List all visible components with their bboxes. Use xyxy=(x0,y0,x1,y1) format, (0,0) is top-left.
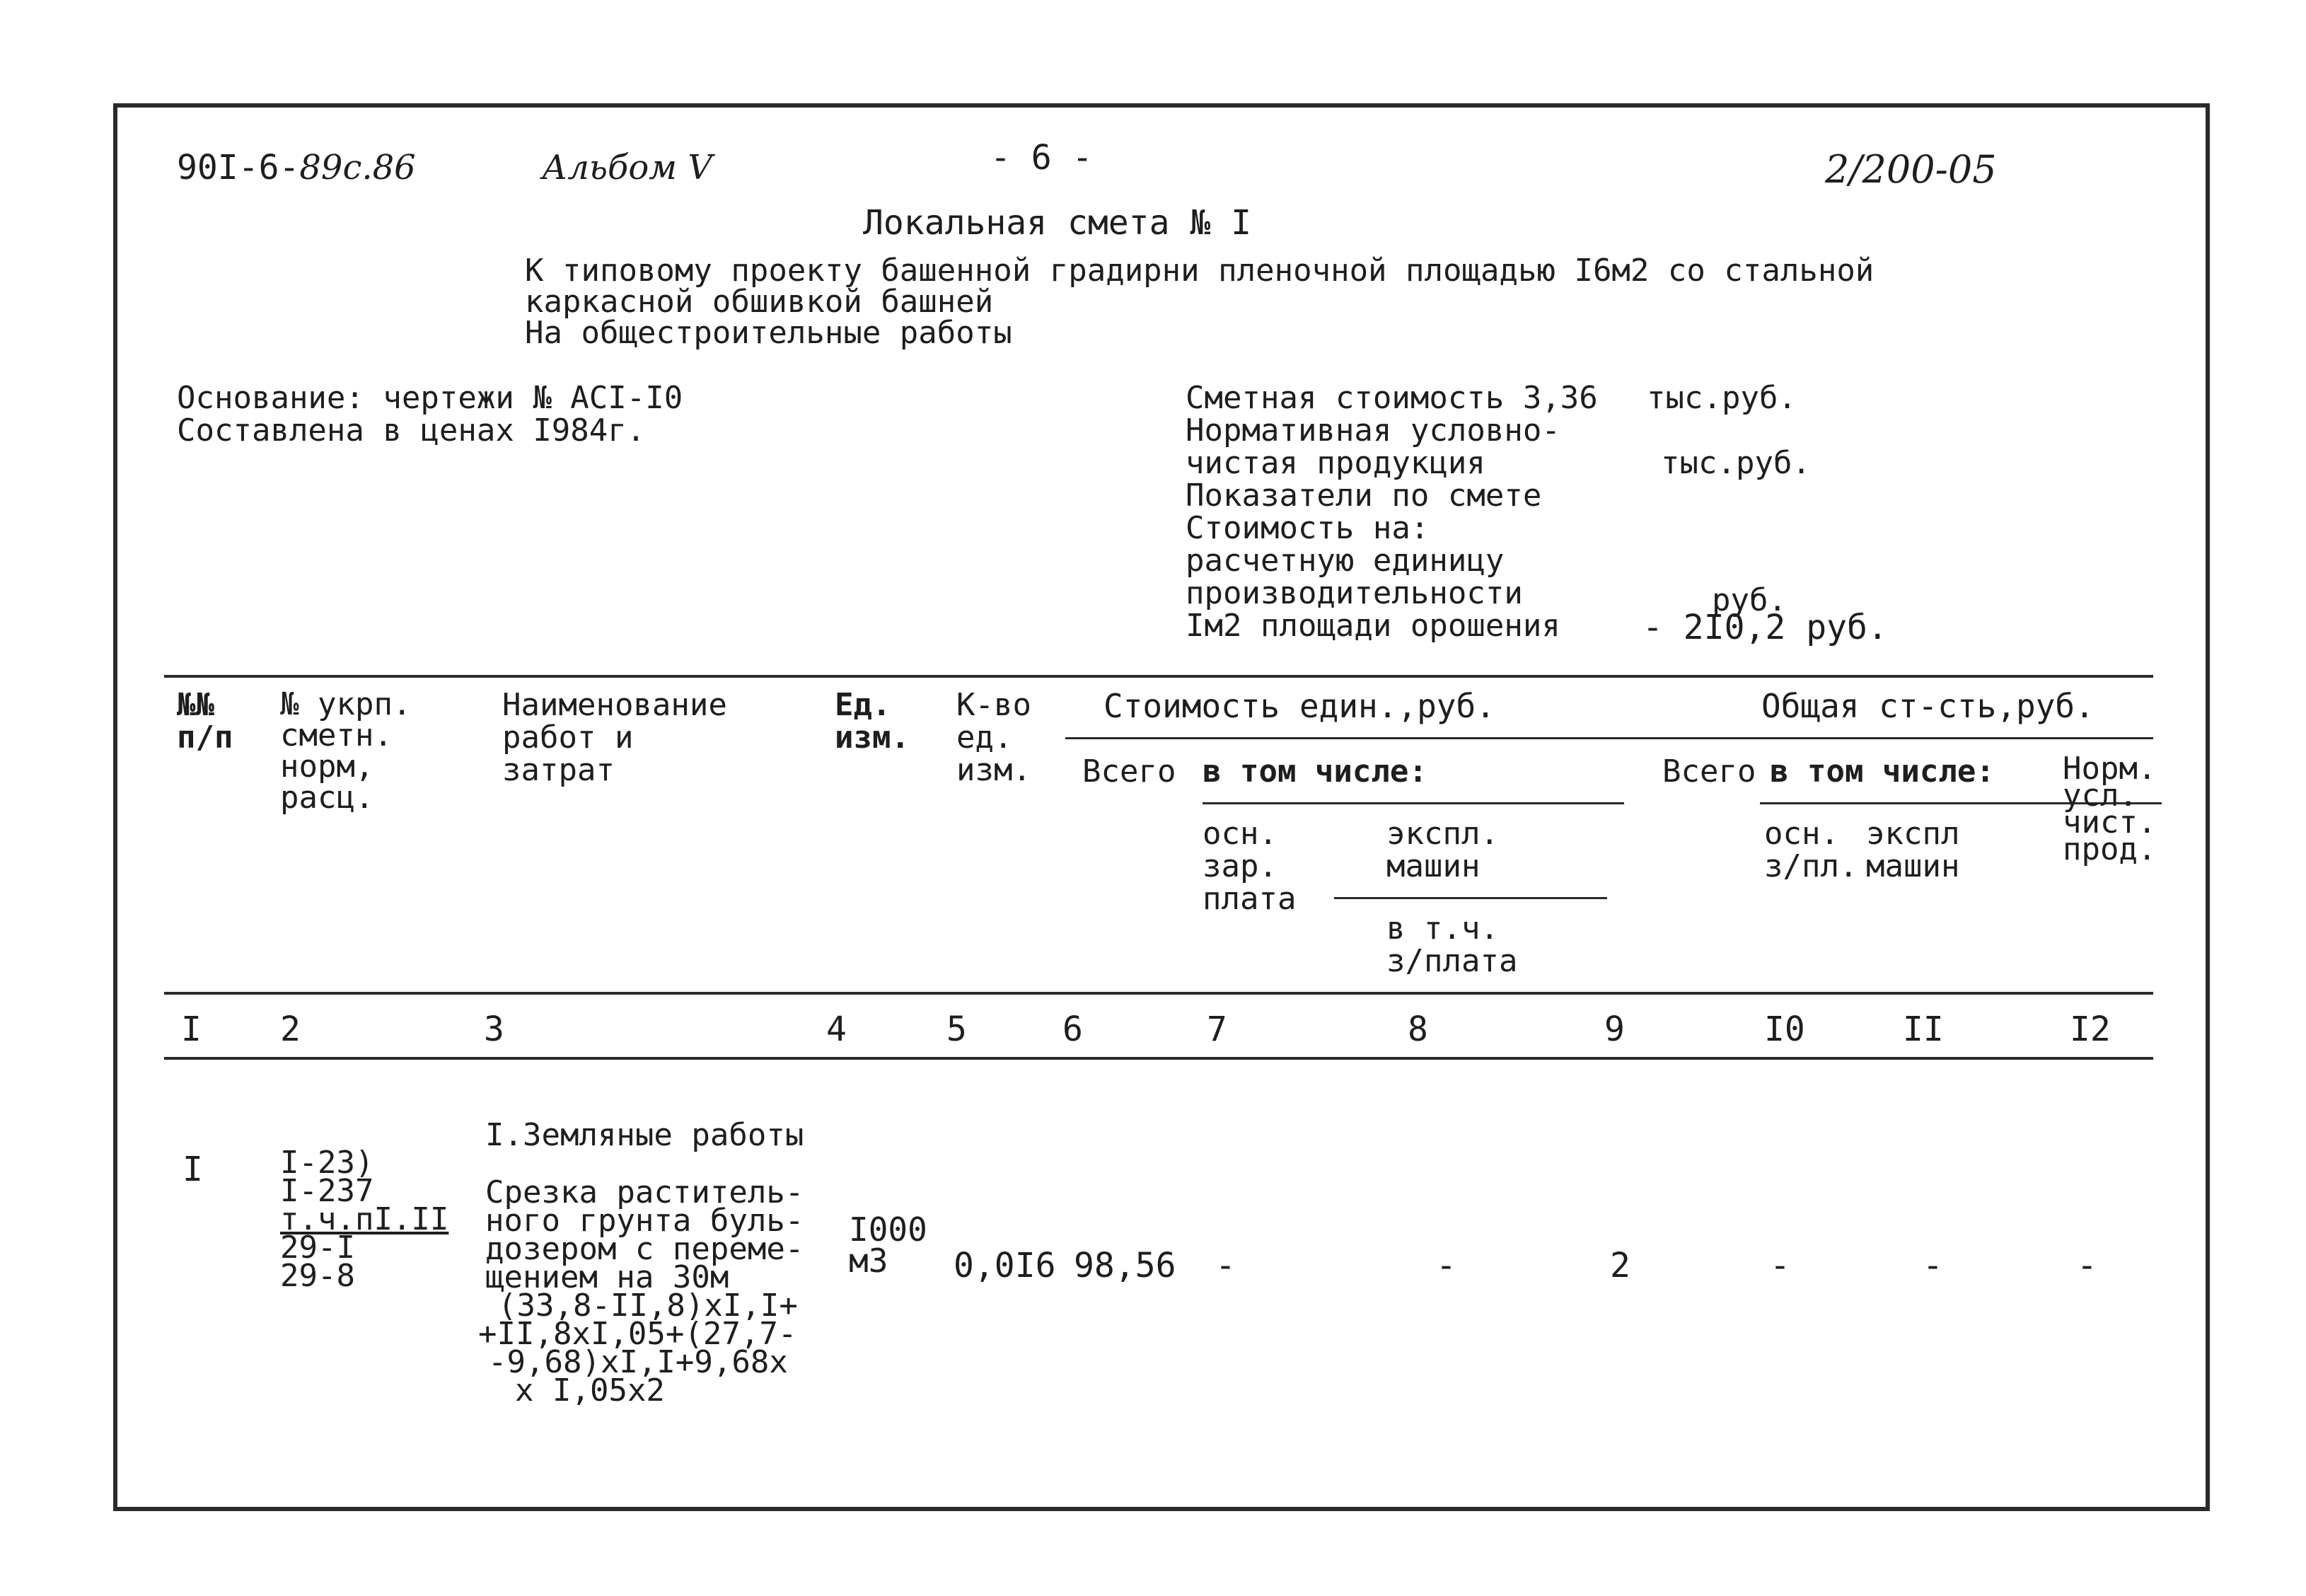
total-ekspl-header xyxy=(1866,818,1959,883)
project-description-line1: К типовому проекту башенной градирни пленочной площадью I6м2 со стальной xyxy=(525,253,1875,289)
sheet-frame xyxy=(113,103,2210,1511)
col4-header-l2: изм. xyxy=(835,719,910,756)
irrigation-area-value: - 2I0,2 руб. xyxy=(1642,608,1888,647)
col-number-1: I xyxy=(181,1010,202,1049)
row-volume-formula xyxy=(478,1288,798,1409)
col2-header-l2: сметн. xyxy=(280,717,393,753)
col5-header-l1: К-во xyxy=(956,687,1031,723)
norm-ref: т.ч.пI.II xyxy=(280,1201,449,1237)
col2-header xyxy=(280,686,412,816)
doc-code xyxy=(177,150,416,185)
unit-ekspl-l2: машин xyxy=(1386,848,1481,884)
unit-cost-group-header: Стоимость един.,руб. xyxy=(1103,687,1495,725)
row-total-ekspl: - xyxy=(1923,1246,1943,1285)
formula-line: (33,8-II,8)xI,I+ xyxy=(498,1288,798,1324)
row-total-norm: - xyxy=(2077,1246,2097,1285)
col-number-2: 2 xyxy=(280,1010,301,1049)
row-unit xyxy=(849,1210,927,1280)
norm-ref: 29-8 xyxy=(280,1258,355,1294)
formula-line: -9,68)xI,I+9,68x xyxy=(488,1344,788,1380)
irrigation-area-label: Iм2 площади орошения xyxy=(1186,608,1560,644)
col3-header-l2: работ и xyxy=(502,719,634,756)
total-norm-header xyxy=(2063,751,2157,867)
section-heading: I.Земляные работы xyxy=(485,1117,804,1153)
calc-unit-label: расчетную единицу xyxy=(1186,543,1505,579)
work-type: На общестроительные работы xyxy=(525,315,1012,351)
col1-header xyxy=(177,689,233,754)
unit-ekspl-sub-header xyxy=(1386,910,1518,979)
total-norm-l2: усл. xyxy=(2063,777,2138,814)
norm-ref: I-237 xyxy=(280,1173,374,1209)
project-description-line2: каркасной обшивкой башней xyxy=(525,284,994,320)
total-osn-l2: з/пл. xyxy=(1764,848,1858,884)
archive-number: 2/200-05 xyxy=(1825,147,1997,192)
page-number: - 6 - xyxy=(990,138,1093,178)
table-top-rule xyxy=(164,675,2153,678)
col2-header-l4: расц. xyxy=(280,780,374,816)
total-cost-group-header: Общая ст-сть,руб. xyxy=(1761,687,2094,725)
col-number-5: 5 xyxy=(946,1010,967,1049)
unit-incl-header: в том числе: xyxy=(1203,753,1427,790)
col-number-10: I0 xyxy=(1764,1010,1805,1049)
total-osn-l1: осн. xyxy=(1764,816,1839,852)
row-col9-value: 2 xyxy=(1610,1246,1630,1285)
estimated-cost-unit: тыс.руб. xyxy=(1647,380,1797,416)
total-norm-l4: прод. xyxy=(2063,831,2157,867)
unit-ekspl-l1: экспл. xyxy=(1386,816,1499,852)
productivity-label: производительности xyxy=(1186,575,1523,611)
unit-incl-rule xyxy=(1203,802,1624,804)
col3-header xyxy=(502,689,727,787)
unit-line: м3 xyxy=(849,1242,888,1280)
work-name-line: щением на 30м xyxy=(485,1259,729,1295)
unit-osn-l2: зар. xyxy=(1203,848,1277,884)
basis-drawings: Основание: чертежи № АСI-I0 xyxy=(177,380,683,416)
productivity-unit: руб. xyxy=(1712,582,1787,618)
row-unit-price-osn: - xyxy=(1215,1246,1236,1285)
row-work-name xyxy=(485,1174,804,1295)
unit-ekspl-sub-l2: з/плата xyxy=(1386,943,1518,979)
col2-header-l3: норм, xyxy=(280,748,374,785)
total-all-header: Всего xyxy=(1662,753,1756,790)
doc-code-printed: 90I-6- xyxy=(177,148,300,187)
clean-product-label: чистая продукция xyxy=(1186,445,1485,481)
cost-per-label: Стоимость на: xyxy=(1186,510,1430,546)
unit-ekspl-sub-l1: в т.ч. xyxy=(1386,910,1499,947)
basis-prices: Составлена в ценах I984г. xyxy=(177,412,646,449)
unit-line: I000 xyxy=(849,1210,927,1249)
row-number: I xyxy=(182,1150,203,1189)
col-number-11: II xyxy=(1903,1010,1944,1049)
unit-osn-header xyxy=(1203,818,1296,915)
unit-osn-l3: плата xyxy=(1203,881,1297,917)
total-incl-header: в том числе: xyxy=(1770,753,1995,790)
work-name-line: ного грунта буль- xyxy=(485,1203,804,1239)
col1-header-l1: №№ xyxy=(177,687,214,723)
work-name-line: дозером с переме- xyxy=(485,1231,804,1267)
formula-line: x I,05x2 xyxy=(515,1372,665,1409)
col4-header xyxy=(835,689,910,754)
norm-ref: 29-I xyxy=(280,1230,355,1266)
col4-header-l1: Ед. xyxy=(835,687,891,723)
work-name-line: Срезка раститель- xyxy=(485,1174,804,1210)
col-number-3: 3 xyxy=(484,1010,504,1049)
col-number-6: 6 xyxy=(1062,1010,1083,1049)
formula-line: +II,8xI,05+(27,7- xyxy=(478,1316,797,1352)
norm-ref: I-23) xyxy=(280,1145,374,1181)
unit-all-header: Всего xyxy=(1082,753,1176,790)
total-norm-l1: Норм. xyxy=(2063,751,2157,787)
row-quantity: 0,0I6 xyxy=(954,1246,1056,1285)
col-number-9: 9 xyxy=(1604,1010,1625,1049)
col5-header-l2: ед. xyxy=(956,719,1013,756)
col-number-8: 8 xyxy=(1408,1010,1428,1049)
col-number-7: 7 xyxy=(1207,1010,1227,1049)
col5-header xyxy=(956,689,1031,787)
total-norm-l3: чист. xyxy=(2063,804,2157,840)
estimated-cost: Сметная стоимость 3,36 xyxy=(1186,380,1598,416)
unit-osn-l1: осн. xyxy=(1203,816,1277,852)
column-numbers-rule xyxy=(164,1057,2153,1060)
col-number-4: 4 xyxy=(826,1010,847,1049)
normative-product-label: Нормативная условно- xyxy=(1186,412,1560,449)
header-bottom-rule xyxy=(164,992,2153,995)
total-ekspl-l1: экспл xyxy=(1866,816,1960,852)
ekspl-sub-rule xyxy=(1334,897,1607,899)
group-rule xyxy=(1065,737,2153,739)
col3-header-l1: Наименование xyxy=(502,687,727,723)
col5-header-l3: изм. xyxy=(956,752,1031,788)
total-osn-header xyxy=(1764,818,1858,883)
indicators-label: Показатели по смете xyxy=(1186,478,1542,514)
doc-code-handwritten: 89c.86 xyxy=(299,148,416,187)
unit-ekspl-header xyxy=(1386,818,1499,883)
col2-header-l1: № укрп. xyxy=(280,686,412,722)
row-norm-refs xyxy=(280,1145,449,1294)
col-number-12: I2 xyxy=(2070,1010,2111,1049)
col3-header-l3: затрат xyxy=(502,752,615,788)
clean-product-unit: тыс.руб. xyxy=(1661,445,1811,481)
total-ekspl-l2: машин xyxy=(1866,848,1960,884)
album-label: Альбом V xyxy=(542,148,712,187)
estimate-title: Локальная смета № I xyxy=(863,203,1252,243)
row-unit-price-ekspl: - xyxy=(1436,1246,1456,1285)
col1-header-l2: п/п xyxy=(177,719,233,756)
row-unit-price-total: 98,56 xyxy=(1074,1246,1176,1285)
row-total-osn: - xyxy=(1770,1246,1790,1285)
